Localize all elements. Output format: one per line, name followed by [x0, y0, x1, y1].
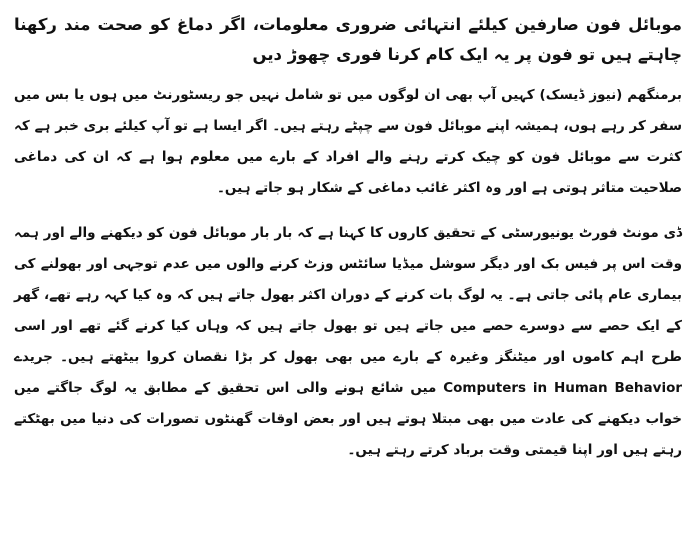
journal-name: Computers in Human Behavior [443, 380, 683, 396]
article-paragraph-1: برمنگھم (نیوز ڈیسک) کہیں آپ بھی ان لوگوں میں تو شامل نہیں جو ریسٹورنٹ میں ہوں یا بس میں سفر کر رہے ہوں، ہمیشہ اپنے موبائل فون سے چپٹے رہتے ہیں۔ اگر ایسا ہے تو آپ کیلئے بری خبر ہے کہ کثرت سے موبائل فون کو چیک کرتے رہنے والے افراد کے بارے میں معلوم ہوا ہے کہ ان کی دماغی صلاحیت متاثر ہوتی ہے اور وہ اکثر غائب دماغی کے شکار ہو جاتے ہیں۔ [14, 87, 682, 196]
headline-spacer [14, 70, 682, 80]
news-article [14, 10, 682, 535]
paragraph-2-text-end: میں شائع ہونے والی اس تحقیق کے مطابق یہ لوگ جاگتے میں خواب دیکھنے کی عادت میں بھی مبتلا ہوتے ہیں اور بعض اوقات گھنٹوں تصورات کی دنیا میں بھٹکتے رہتے ہیں اور اپنا قیمتی وقت برباد کرتے رہتے ہیں۔ [14, 380, 682, 458]
paragraph-spacer [14, 204, 682, 218]
paragraph-2-text-start: ڈی مونٹ فورٹ یونیورسٹی کے تحقیق کاروں کا کہنا ہے کہ بار بار موبائل فون کو دیکھنے والے اور ہمہ وقت اس پر فیس بک اور دیگر سوشل میڈیا سائٹس وزٹ کرنے والوں میں عدم توجہی اور بھولنے کی بیماری عام پائی جاتی ہے۔ یہ لوگ بات کرنے کے دوران اکثر بھول جاتے ہیں کہ وہ کیا کہہ رہے تھے، گھر کے ایک حصے سے دوسرے حصے میں جاتے ہیں تو بھول جاتے ہیں کہ وہاں کیا کرنے گئے تھے اور اسی طرح اہم کاموں اور میٹنگز وغیرہ کے بارے میں بھی بھول کر بڑا نقصان کروا بیٹھتے ہیں۔ جریدے [14, 225, 682, 365]
article-headline: موبائل فون صارفین کیلئے انتہائی ضروری معلومات، اگر دماغ کو صحت مند رکھنا چاہتے ہیں تو فون پر یہ ایک کام کرنا فوری چھوڑ دیں [14, 15, 682, 64]
article-paragraph-2 [14, 218, 682, 466]
